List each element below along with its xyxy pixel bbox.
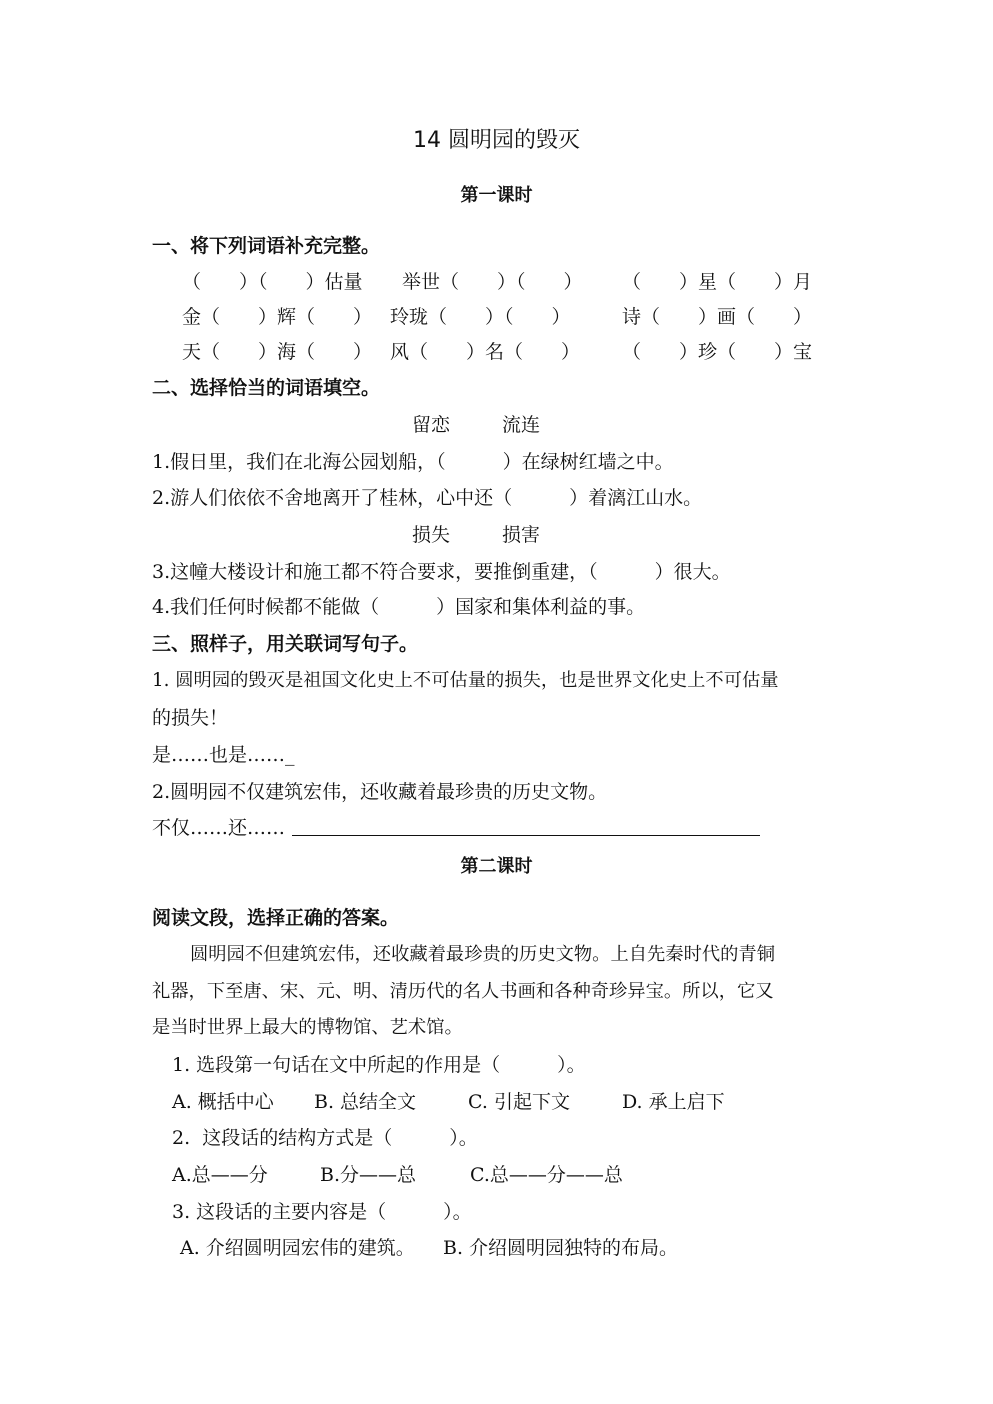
word-fill-item: 玲珑（ ）（ ） bbox=[390, 306, 571, 328]
fill-sentence: 1.假日里，我们在北海公园划船，（ ）在绿树红墙之中。 bbox=[152, 451, 674, 473]
option-c[interactable]: C.总——分——总 bbox=[470, 1164, 623, 1186]
option-b[interactable]: B.分——总 bbox=[320, 1164, 417, 1186]
question: 2. 这段话的结构方式是（ ）。 bbox=[172, 1127, 478, 1149]
word-fill-item: 诗（ ）画（ ） bbox=[622, 306, 813, 328]
option-b[interactable]: B. 介绍圆明园独特的布局。 bbox=[443, 1237, 679, 1259]
word-fill-item: 风（ ）名（ ） bbox=[390, 341, 581, 363]
word-choice: 流连 bbox=[502, 414, 541, 436]
fill-sentence: 4.我们任何时候都不能做（ ）国家和集体利益的事。 bbox=[152, 596, 646, 618]
word-fill-item: 天（ ）海（ ） bbox=[182, 341, 373, 363]
pattern-label: 不仅……还…… bbox=[152, 817, 286, 839]
passage-line: 圆明园不但建筑宏伟，还收藏着最珍贵的历史文物。上自先秦时代的青铜 bbox=[190, 944, 775, 965]
section1-heading: 一、将下列词语补充完整。 bbox=[152, 235, 381, 257]
word-choice: 损害 bbox=[502, 524, 541, 546]
section3-heading: 三、照样子，用关联词写句子。 bbox=[152, 633, 419, 655]
passage-line: 礼器，下至唐、宋、元、明、清历代的名人书画和各种奇珍异宝。所以，它又 bbox=[152, 981, 774, 1002]
question: 1. 选段第一句话在文中所起的作用是（ ）。 bbox=[172, 1054, 586, 1076]
word-choice: 损失 bbox=[412, 524, 451, 546]
reading-heading: 阅读文段，选择正确的答案。 bbox=[152, 907, 400, 929]
example-sentence-cont: 的损失！ bbox=[152, 707, 229, 729]
fill-sentence: 2.游人们依依不舍地离开了桂林，心中还（ ）着漓江山水。 bbox=[152, 487, 703, 509]
passage-line: 是当时世界上最大的博物馆、艺术馆。 bbox=[152, 1017, 463, 1038]
example-sentence: 2.圆明园不仅建筑宏伟，还收藏着最珍贵的历史文物。 bbox=[152, 781, 608, 803]
option-a[interactable]: A. 概括中心 bbox=[172, 1091, 274, 1113]
pattern-label: 是……也是……_ bbox=[152, 744, 295, 766]
word-fill-item: （ ）（ ）估量 bbox=[182, 271, 363, 293]
section2-heading: 二、选择恰当的词语填空。 bbox=[152, 377, 381, 399]
word-choice: 留恋 bbox=[412, 414, 451, 436]
option-d[interactable]: D. 承上启下 bbox=[622, 1091, 725, 1113]
question: 3. 这段话的主要内容是（ ）。 bbox=[172, 1201, 472, 1223]
option-a[interactable]: A.总——分 bbox=[172, 1164, 268, 1186]
option-a[interactable]: A. 介绍圆明园宏伟的建筑。 bbox=[180, 1237, 415, 1259]
lesson2-heading: 第二课时 bbox=[460, 856, 533, 877]
word-fill-item: 金（ ）辉（ ） bbox=[182, 306, 373, 328]
option-c[interactable]: C. 引起下文 bbox=[468, 1091, 570, 1113]
page-title: 14 圆明园的毁灭 bbox=[413, 128, 580, 153]
word-fill-item: （ ）珍（ ）宝 bbox=[622, 341, 813, 363]
fill-sentence: 3.这幢大楼设计和施工都不符合要求，要推倒重建，（ ）很大。 bbox=[152, 561, 731, 583]
answer-line[interactable] bbox=[292, 835, 760, 836]
example-sentence: 1. 圆明园的毁灭是祖国文化史上不可估量的损失，也是世界文化史上不可估量 bbox=[152, 670, 779, 691]
lesson1-heading: 第一课时 bbox=[460, 185, 533, 206]
option-b[interactable]: B. 总结全文 bbox=[314, 1091, 417, 1113]
word-fill-item: （ ）星（ ）月 bbox=[622, 271, 813, 293]
word-fill-item: 举世（ ）（ ） bbox=[402, 271, 583, 293]
